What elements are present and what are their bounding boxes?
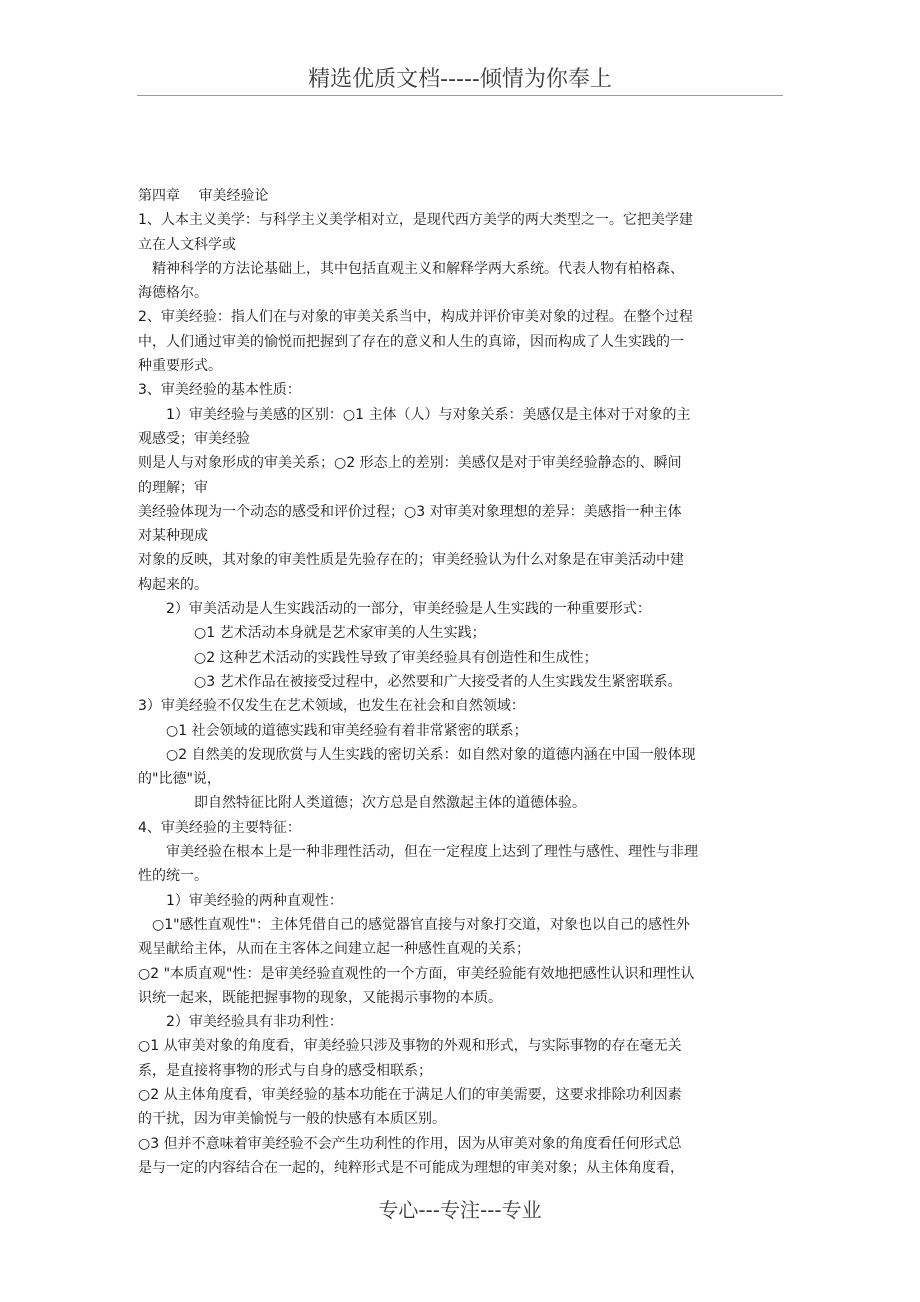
text-line: ○2 "本质直观"性：是审美经验直观性的一个方面，审美经验能有效地把感性认识和理性认 — [138, 965, 695, 982]
text-line: 3）审美经验不仅发生在艺术领域，也发生在社会和自然领域： — [138, 698, 525, 715]
document-body — [138, 184, 784, 1180]
text-line: 2、审美经验：指人们在与对象的审美关系当中，构成并评价审美对象的过程。在整个过程 — [138, 309, 693, 326]
text-line: 1、人本主义美学：与科学主义美学相对立，是现代西方美学的两大类型之一。它把美学建 — [138, 212, 693, 229]
header-divider — [137, 95, 783, 96]
text-line: 观感受；审美经验 — [138, 430, 250, 447]
text-line: ○1 从审美对象的角度看，审美经验只涉及事物的外观和形式，与实际事物的存在毫无关 — [138, 1038, 682, 1055]
text-line: 是与一定的内容结合在一起的，纯粹形式是不可能成为理想的审美对象；从主体角度看， — [138, 1159, 684, 1176]
text-line: 性的统一。 — [138, 868, 208, 885]
text-line: 的理解；审 — [138, 479, 208, 496]
text-line: 立在人文科学或 — [138, 236, 236, 253]
page-footer-text: 专心---专注---专业 — [378, 1198, 542, 1222]
text-line: 2）审美活动是人生实践活动的一部分，审美经验是人生实践的一种重要形式： — [138, 601, 651, 618]
text-line: ○1 艺术活动本身就是艺术家审美的人生实践； — [138, 625, 486, 642]
text-line: 1）审美经验与美感的区别：○1 主体（人）与对象关系：美感仅是主体对于对象的主 — [138, 406, 691, 423]
text-line: 中，人们通过审美的愉悦而把握到了存在的意义和人生的真谛，因而构成了人生实践的一 — [138, 333, 684, 350]
chapter-heading: 第四章 审美经验论 — [138, 188, 269, 204]
text-line: ○2 从主体角度看，审美经验的基本功能在于满足人们的审美需要，这要求排除功利因素 — [138, 1086, 682, 1103]
text-line: 美经验体现为一个动态的感受和评价过程；○3 对审美对象理想的差异：美感指一种主体 — [138, 503, 682, 520]
text-line: 2）审美经验具有非功利性： — [138, 1014, 343, 1031]
text-line: 的干扰，因为审美愉悦与一般的快感有本质区别。 — [138, 1111, 446, 1128]
text-line: 则是人与对象形成的审美关系；○2 形态上的差别：美感仅是对于审美经验静态的、瞬间 — [138, 455, 682, 472]
text-line: ○3 但并不意味着审美经验不会产生功利性的作用，因为从审美对象的角度看任何形式总 — [138, 1135, 682, 1152]
text-line: ○2 自然美的发现欣赏与人生实践的密切关系：如自然对象的道德内涵在中国一般体现 — [138, 746, 696, 763]
text-line: 海德格尔。 — [138, 285, 208, 302]
page-header-title: 精选优质文档-----倾情为你奉上 — [308, 67, 612, 92]
text-line: 构起来的。 — [138, 576, 208, 593]
text-line: 4、审美经验的主要特征： — [138, 819, 301, 836]
text-line: ○1"感性直观性"：主体凭借自己的感觉器官直接与对象打交道，对象也以自己的感性外 — [138, 916, 690, 933]
text-line: 对某种现成 — [138, 528, 208, 545]
text-line: ○2 这种艺术活动的实践性导致了审美经验具有创造性和生成性； — [138, 649, 598, 666]
text-line: 系，是直接将事物的形式与自身的感受相联系； — [138, 1062, 432, 1079]
text-line: 审美经验在根本上是一种非理性活动，但在一定程度上达到了理性与感性、理性与非理 — [138, 844, 698, 861]
text-line: 即自然特征比附人类道德；次方总是自然激起主体的道德体验。 — [138, 795, 586, 812]
text-line: 种重要形式。 — [138, 358, 222, 375]
text-line: 3、审美经验的基本性质： — [138, 382, 301, 399]
text-line: ○3 艺术作品在被接受过程中，必然要和广大接受者的人生实践发生紧密联系。 — [138, 673, 682, 690]
text-line: ○1 社会领域的道德实践和审美经验有着非常紧密的联系； — [138, 722, 528, 739]
text-line: 精神科学的方法论基础上，其中包括直观主义和解释学两大系统。代表人物有柏格森、 — [138, 260, 684, 277]
text-line: 的"比德"说， — [138, 771, 221, 788]
text-line: 1）审美经验的两种直观性： — [138, 892, 343, 909]
text-line: 观呈献给主体，从而在主客体之间建立起一种感性直观的关系； — [138, 941, 530, 958]
text-line: 识统一起来，既能把握事物的现象，又能揭示事物的本质。 — [138, 989, 502, 1006]
text-line: 对象的反映，其对象的审美性质是先验存在的；审美经验认为什么对象是在审美活动中建 — [138, 552, 684, 569]
